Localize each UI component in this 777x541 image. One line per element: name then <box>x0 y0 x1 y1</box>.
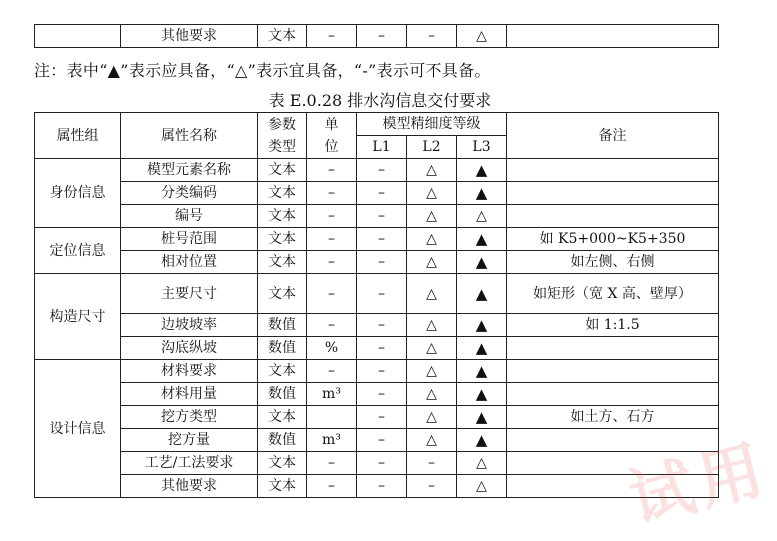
group-cell <box>35 25 121 48</box>
param-type-cell: 文本 <box>258 360 307 383</box>
note-cell: 如土方、石方 <box>507 406 719 429</box>
l2-cell: △ <box>407 337 457 360</box>
param-type-cell: 文本 <box>258 159 307 182</box>
attr-name-cell: 挖方量 <box>121 429 258 452</box>
unit-cell: % <box>307 337 357 360</box>
l3-cell: ▲ <box>457 383 507 406</box>
note-cell <box>507 182 719 205</box>
header-l1: L1 <box>357 136 407 159</box>
note-cell <box>507 25 719 48</box>
param-type-cell: 文本 <box>258 475 307 498</box>
l3-cell: ▲ <box>457 429 507 452</box>
table-row <box>35 314 719 337</box>
attr-name-cell: 边坡坡率 <box>121 314 258 337</box>
attr-name-cell: 材料用量 <box>121 383 258 406</box>
l2-cell: △ <box>407 314 457 337</box>
attr-name-cell: 模型元素名称 <box>121 159 258 182</box>
group-cell: 身份信息 <box>35 159 121 228</box>
l3-cell: ▲ <box>457 337 507 360</box>
l1-cell: – <box>357 452 407 475</box>
table-row <box>35 228 719 251</box>
header-group: 属性组 <box>35 113 121 159</box>
l3-cell: △ <box>457 475 507 498</box>
l1-cell: – <box>357 360 407 383</box>
l1-cell: – <box>357 159 407 182</box>
unit-cell: – <box>307 182 357 205</box>
header-unit-line2: 位 <box>324 138 339 155</box>
l2-cell: – <box>407 25 457 48</box>
table-row <box>35 182 719 205</box>
l1-cell: – <box>357 406 407 429</box>
l3-cell: △ <box>457 25 507 48</box>
table-row <box>35 452 719 475</box>
table-row <box>35 337 719 360</box>
l2-cell: △ <box>407 406 457 429</box>
unit-cell: – <box>307 205 357 228</box>
l3-cell: △ <box>457 205 507 228</box>
param-type-cell: 文本 <box>258 406 307 429</box>
table-row <box>35 205 719 228</box>
param-type-cell: 数值 <box>258 314 307 337</box>
param-type-cell: 文本 <box>258 228 307 251</box>
unit-cell: – <box>307 360 357 383</box>
watermark: 试用 <box>622 431 777 538</box>
l1-cell: – <box>357 251 407 274</box>
param-type-cell: 数值 <box>258 337 307 360</box>
attr-name-cell: 分类编码 <box>121 182 258 205</box>
note-cell <box>507 205 719 228</box>
l2-cell: △ <box>407 182 457 205</box>
l2-cell: △ <box>407 429 457 452</box>
previous-table-tail <box>34 24 719 48</box>
unit-cell: – <box>307 314 357 337</box>
unit-cell: – <box>307 274 357 314</box>
note-cell <box>507 337 719 360</box>
note-cell: 如左侧、右侧 <box>507 251 719 274</box>
attr-name-cell: 桩号范围 <box>121 228 258 251</box>
header-attr-name: 属性名称 <box>121 113 258 159</box>
l2-cell: △ <box>407 228 457 251</box>
l3-cell: ▲ <box>457 182 507 205</box>
l3-cell: ▲ <box>457 251 507 274</box>
l3-cell: ▲ <box>457 274 507 314</box>
legend-note: 注：表中“▲”表示应具备，“△”表示宜具备，“-”表示可不具备。 <box>34 61 491 80</box>
drainage-ditch-info-table <box>34 112 719 498</box>
l3-cell: ▲ <box>457 314 507 337</box>
l1-cell: – <box>357 25 407 48</box>
header-level: 模型精细度等级 <box>357 113 507 136</box>
l2-cell: – <box>407 475 457 498</box>
param-type-cell: 文本 <box>258 25 307 48</box>
l1-cell: – <box>357 383 407 406</box>
unit-cell: – <box>307 25 357 48</box>
table-row <box>35 429 719 452</box>
l1-cell: – <box>357 429 407 452</box>
header-l2: L2 <box>407 136 457 159</box>
note-cell <box>507 159 719 182</box>
note-cell <box>507 383 719 406</box>
l1-cell: – <box>357 205 407 228</box>
attr-name-cell: 沟底纵坡 <box>121 337 258 360</box>
header-unit-line1: 单 <box>324 116 339 133</box>
table-row <box>35 406 719 429</box>
l2-cell: △ <box>407 205 457 228</box>
param-type-cell: 数值 <box>258 383 307 406</box>
l2-cell: △ <box>407 274 457 314</box>
attr-name-cell: 主要尺寸 <box>121 274 258 314</box>
unit-cell: – <box>307 452 357 475</box>
header-param-type <box>258 113 307 159</box>
param-type-cell: 文本 <box>258 452 307 475</box>
l1-cell: – <box>357 228 407 251</box>
unit-cell: – <box>307 251 357 274</box>
attr-name-cell: 相对位置 <box>121 251 258 274</box>
attr-name-cell: 其他要求 <box>121 25 258 48</box>
header-l3: L3 <box>457 136 507 159</box>
unit-cell: – <box>307 159 357 182</box>
unit-cell: m³ <box>307 383 357 406</box>
table-row <box>35 475 719 498</box>
l1-cell: – <box>357 337 407 360</box>
header-param-type-line2: 类型 <box>268 138 296 155</box>
note-cell: 如矩形（宽 X 高、壁厚） <box>507 274 719 314</box>
param-type-cell: 文本 <box>258 274 307 314</box>
param-type-cell: 文本 <box>258 205 307 228</box>
table-row <box>35 159 719 182</box>
l3-cell: ▲ <box>457 228 507 251</box>
note-cell <box>507 360 719 383</box>
table-row <box>35 360 719 383</box>
l2-cell: △ <box>407 383 457 406</box>
param-type-cell: 文本 <box>258 182 307 205</box>
l3-cell: ▲ <box>457 360 507 383</box>
l1-cell: – <box>357 274 407 314</box>
table-row <box>35 251 719 274</box>
group-cell: 设计信息 <box>35 360 121 498</box>
param-type-cell: 文本 <box>258 251 307 274</box>
table-caption: 表 E.0.28 排水沟信息交付要求 <box>268 91 492 110</box>
l2-cell: △ <box>407 360 457 383</box>
table-row <box>35 25 719 48</box>
header-row-1 <box>35 113 719 136</box>
unit-cell: – <box>307 228 357 251</box>
note-cell: 如 K5+000~K5+350 <box>507 228 719 251</box>
attr-name-cell: 其他要求 <box>121 475 258 498</box>
attr-name-cell: 工艺/工法要求 <box>121 452 258 475</box>
l1-cell: – <box>357 182 407 205</box>
attr-name-cell: 挖方类型 <box>121 406 258 429</box>
header-unit <box>307 113 357 159</box>
unit-cell: m³ <box>307 429 357 452</box>
table-row <box>35 274 719 314</box>
l3-cell: ▲ <box>457 159 507 182</box>
group-cell: 定位信息 <box>35 228 121 274</box>
l1-cell: – <box>357 475 407 498</box>
header-note: 备注 <box>507 113 719 159</box>
table-row <box>35 383 719 406</box>
attr-name-cell: 编号 <box>121 205 258 228</box>
attr-name-cell: 材料要求 <box>121 360 258 383</box>
param-type-cell: 数值 <box>258 429 307 452</box>
header-param-type-line1: 参数 <box>268 116 296 133</box>
l1-cell: – <box>357 314 407 337</box>
note-cell: 如 1:1.5 <box>507 314 719 337</box>
l3-cell: △ <box>457 452 507 475</box>
l2-cell: △ <box>407 251 457 274</box>
unit-cell: – <box>307 475 357 498</box>
l2-cell: – <box>407 452 457 475</box>
l3-cell: ▲ <box>457 406 507 429</box>
unit-cell <box>307 406 357 429</box>
group-cell: 构造尺寸 <box>35 274 121 360</box>
l2-cell: △ <box>407 159 457 182</box>
